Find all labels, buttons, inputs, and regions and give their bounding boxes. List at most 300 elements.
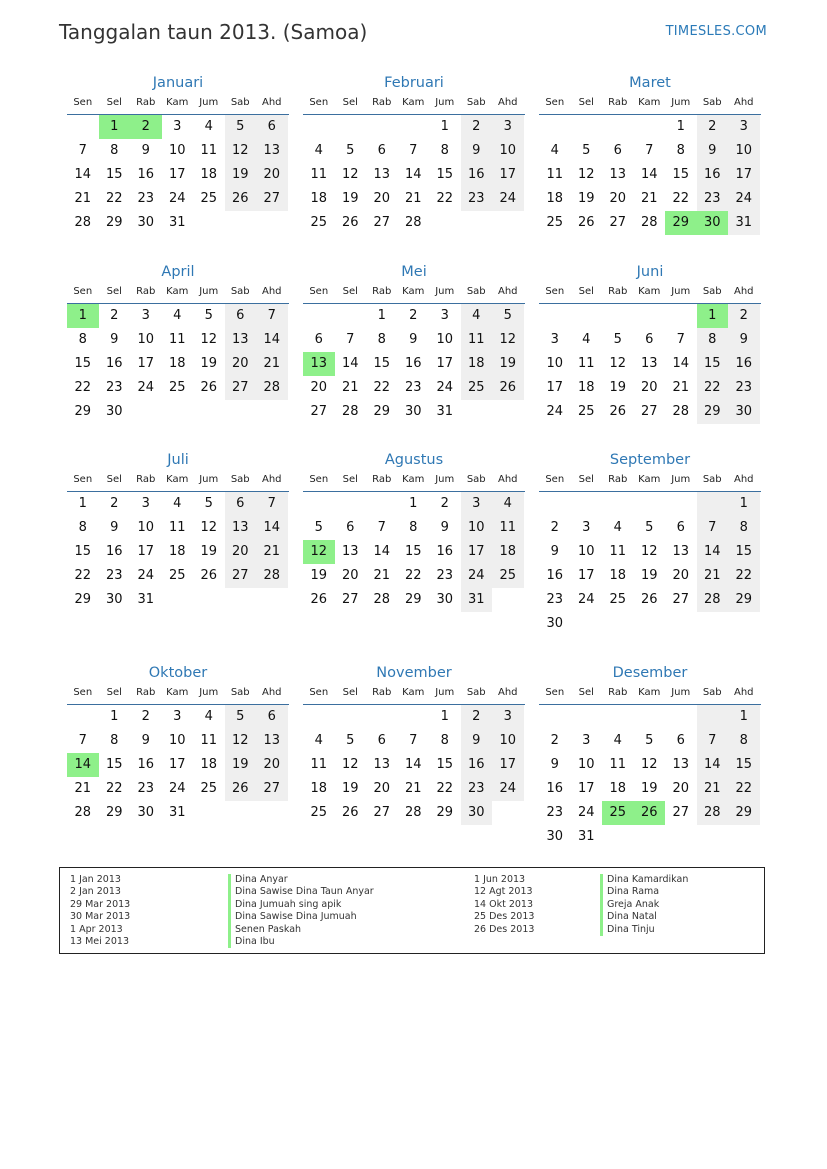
day-cell: 27 [672, 592, 690, 607]
day-cell: 17 [577, 568, 595, 583]
day-cell: 21 [697, 777, 729, 801]
day-cell: 14 [640, 167, 658, 182]
weekday-header [539, 684, 761, 705]
weekday-label: Sel [106, 687, 122, 698]
day-cell: 26 [492, 376, 524, 400]
day-cell: 14 [67, 753, 99, 777]
empty-cell [571, 115, 603, 139]
day-cell: 11 [200, 143, 218, 158]
weekday-label: Kam [638, 286, 661, 297]
day-cell: 15 [74, 356, 92, 371]
day-cell: 18 [168, 356, 186, 371]
day-cell: 22 [436, 781, 454, 796]
day-cell: 24 [461, 564, 493, 588]
legend-left-names [228, 874, 374, 948]
day-cell: 8 [110, 733, 119, 748]
day-cell: 6 [676, 733, 685, 748]
day-cell: 4 [613, 520, 622, 535]
day-cell: 4 [204, 709, 213, 724]
day-cell: 20 [256, 753, 288, 777]
weekday-header [67, 684, 289, 705]
day-cell: 19 [492, 352, 524, 376]
day-cell: 13 [341, 544, 359, 559]
day-cell: 29 [404, 592, 422, 607]
empty-cell [634, 304, 666, 328]
day-cell: 4 [314, 733, 323, 748]
day-cell: 5 [346, 143, 355, 158]
day-cell: 29 [74, 404, 92, 419]
day-cell: 16 [697, 163, 729, 187]
day-cell: 20 [672, 781, 690, 796]
empty-cell [697, 825, 729, 849]
weekday-label: Ahd [497, 474, 518, 485]
day-cell: 11 [461, 328, 493, 352]
weekday-label: Sab [466, 474, 486, 485]
empty-cell [366, 492, 398, 516]
weekday-label: Sab [466, 286, 486, 297]
empty-cell [193, 211, 225, 235]
empty-cell [461, 211, 493, 235]
day-cell: 15 [697, 352, 729, 376]
day-cell: 11 [168, 332, 186, 347]
day-cell: 31 [436, 404, 454, 419]
day-cell: 21 [74, 781, 92, 796]
legend-name: Dina Rama [600, 886, 688, 898]
day-cell: 25 [461, 376, 493, 400]
day-cell: 3 [440, 308, 449, 323]
day-cell: 16 [461, 163, 493, 187]
weekday-label: Jum [671, 474, 691, 485]
day-cell: 24 [436, 380, 454, 395]
day-cell: 24 [577, 592, 595, 607]
weekday-label: Kam [402, 286, 425, 297]
weekday-label: Sab [230, 286, 250, 297]
empty-cell [602, 115, 634, 139]
day-cell: 6 [314, 332, 323, 347]
day-cell: 8 [676, 143, 685, 158]
day-cell: 18 [168, 544, 186, 559]
day-cell: 3 [173, 119, 182, 134]
empty-cell [697, 612, 729, 636]
empty-cell [429, 211, 461, 235]
day-cell: 30 [728, 400, 760, 424]
day-cell: 17 [436, 356, 454, 371]
day-cell: 23 [404, 380, 422, 395]
weekday-label: Sen [73, 97, 93, 108]
empty-cell [366, 705, 398, 729]
day-cell: 20 [373, 191, 391, 206]
day-cell: 9 [550, 544, 559, 559]
day-cell: 5 [225, 115, 257, 139]
empty-cell [67, 115, 99, 139]
day-cell: 27 [373, 215, 391, 230]
day-cell: 6 [225, 492, 257, 516]
day-cell: 16 [728, 352, 760, 376]
day-cell: 4 [582, 332, 591, 347]
day-cell: 1 [440, 119, 449, 134]
day-cell: 16 [404, 356, 422, 371]
day-cell: 24 [137, 380, 155, 395]
weekday-label: Ahd [261, 474, 282, 485]
month-name: April [161, 264, 195, 280]
day-cell: 26 [640, 592, 658, 607]
day-cell: 4 [314, 143, 323, 158]
empty-cell [665, 825, 697, 849]
weekday-label: Sen [545, 687, 565, 698]
day-cell: 3 [141, 308, 150, 323]
day-cell: 17 [728, 163, 760, 187]
empty-cell [461, 400, 493, 424]
day-cell: 29 [74, 592, 92, 607]
day-grid [539, 115, 761, 235]
empty-cell [162, 400, 194, 424]
day-cell: 17 [137, 356, 155, 371]
weekday-label: Jum [671, 687, 691, 698]
day-cell: 8 [110, 143, 119, 158]
empty-cell [665, 492, 697, 516]
weekday-label: Sab [702, 474, 722, 485]
day-cell: 11 [310, 757, 328, 772]
day-cell: 13 [256, 729, 288, 753]
legend-name: Dina Natal [600, 911, 688, 923]
day-cell: 20 [225, 540, 257, 564]
day-cell: 20 [310, 380, 328, 395]
weekday-label: Kam [166, 474, 189, 485]
weekday-label: Sab [466, 97, 486, 108]
day-cell: 20 [609, 191, 627, 206]
day-cell: 1 [409, 496, 418, 511]
day-cell: 6 [676, 520, 685, 535]
empty-cell [193, 400, 225, 424]
day-cell: 14 [697, 540, 729, 564]
day-grid [539, 705, 761, 849]
weekday-label: Sel [106, 97, 122, 108]
day-cell: 23 [697, 187, 729, 211]
day-cell: 24 [577, 805, 595, 820]
day-grid [539, 304, 761, 424]
day-cell: 14 [256, 328, 288, 352]
day-cell: 1 [99, 115, 131, 139]
day-cell: 6 [377, 143, 386, 158]
empty-cell [634, 705, 666, 729]
day-cell: 10 [137, 520, 155, 535]
day-cell: 7 [676, 332, 685, 347]
day-cell: 22 [404, 568, 422, 583]
day-cell: 6 [256, 115, 288, 139]
weekday-label: Ahd [733, 687, 754, 698]
day-cell: 14 [256, 516, 288, 540]
day-cell: 21 [341, 380, 359, 395]
day-cell: 13 [672, 544, 690, 559]
month-name: Agustus [384, 452, 444, 468]
day-cell: 30 [546, 829, 564, 844]
empty-cell [571, 612, 603, 636]
day-cell: 23 [105, 568, 123, 583]
weekday-label: Jum [671, 97, 691, 108]
day-cell: 11 [609, 544, 627, 559]
day-cell: 10 [137, 332, 155, 347]
day-cell: 17 [492, 753, 524, 777]
day-cell: 5 [204, 496, 213, 511]
day-cell: 29 [665, 211, 697, 235]
day-cell: 10 [546, 356, 564, 371]
day-cell: 7 [256, 304, 288, 328]
day-cell: 3 [550, 332, 559, 347]
day-cell: 2 [461, 705, 493, 729]
day-cell: 11 [200, 733, 218, 748]
day-cell: 14 [74, 167, 92, 182]
day-cell: 21 [256, 352, 288, 376]
day-cell: 26 [634, 801, 666, 825]
day-cell: 7 [377, 520, 386, 535]
day-cell: 26 [577, 215, 595, 230]
day-cell: 9 [141, 733, 150, 748]
day-cell: 7 [697, 516, 729, 540]
weekday-label: Rab [372, 687, 392, 698]
weekday-label: Sel [106, 286, 122, 297]
day-cell: 15 [105, 757, 123, 772]
empty-cell [303, 705, 335, 729]
day-cell: 16 [546, 781, 564, 796]
day-cell: 11 [310, 167, 328, 182]
weekday-label: Sab [702, 687, 722, 698]
empty-cell [697, 705, 729, 729]
day-cell: 8 [78, 520, 87, 535]
day-cell: 4 [613, 733, 622, 748]
day-cell: 12 [640, 757, 658, 772]
day-cell: 18 [577, 380, 595, 395]
weekday-header [67, 471, 289, 492]
day-cell: 10 [728, 139, 760, 163]
day-cell: 2 [110, 308, 119, 323]
day-cell: 12 [200, 332, 218, 347]
day-cell: 13 [225, 516, 257, 540]
legend-date: 14 Okt 2013 [474, 898, 534, 910]
weekday-label: Sel [578, 474, 594, 485]
day-cell: 12 [609, 356, 627, 371]
day-cell: 23 [137, 191, 155, 206]
day-cell: 6 [346, 520, 355, 535]
legend-date: 26 Des 2013 [474, 923, 535, 935]
day-cell: 3 [582, 520, 591, 535]
weekday-label: Kam [638, 474, 661, 485]
legend-date: 2 Jan 2013 [70, 886, 121, 898]
day-cell: 6 [377, 733, 386, 748]
day-cell: 17 [492, 163, 524, 187]
day-cell: 25 [168, 380, 186, 395]
day-cell: 24 [492, 187, 524, 211]
weekday-label: Rab [372, 97, 392, 108]
day-cell: 24 [137, 568, 155, 583]
month-november [303, 662, 525, 825]
day-cell: 9 [409, 332, 418, 347]
day-cell: 21 [373, 568, 391, 583]
weekday-label: Sel [342, 286, 358, 297]
day-cell: 21 [404, 781, 422, 796]
day-cell: 5 [492, 304, 524, 328]
weekday-label: Kam [402, 687, 425, 698]
weekday-label: Ahd [497, 687, 518, 698]
weekday-label: Sen [73, 474, 93, 485]
day-cell: 15 [436, 167, 454, 182]
day-cell: 19 [200, 356, 218, 371]
day-cell: 19 [225, 753, 257, 777]
day-cell: 27 [341, 592, 359, 607]
day-cell: 12 [341, 167, 359, 182]
day-cell: 17 [546, 380, 564, 395]
day-cell: 28 [373, 592, 391, 607]
day-cell: 13 [672, 757, 690, 772]
month-name: Juni [636, 264, 664, 280]
day-cell: 10 [577, 544, 595, 559]
empty-cell [492, 211, 524, 235]
day-cell: 25 [200, 191, 218, 206]
brand-link[interactable]: TIMESLES.COM [665, 24, 767, 39]
day-cell: 6 [613, 143, 622, 158]
empty-cell [634, 825, 666, 849]
day-cell: 29 [728, 801, 760, 825]
weekday-label: Kam [638, 687, 661, 698]
empty-cell [303, 115, 335, 139]
legend-date: 12 Agt 2013 [474, 886, 533, 898]
day-cell: 16 [137, 757, 155, 772]
empty-cell [539, 304, 571, 328]
empty-cell [492, 588, 524, 612]
weekday-label: Kam [402, 474, 425, 485]
legend-date: 1 Jun 2013 [474, 874, 526, 885]
day-cell: 7 [409, 733, 418, 748]
day-cell: 4 [173, 496, 182, 511]
empty-cell [634, 612, 666, 636]
day-cell: 21 [404, 191, 422, 206]
day-cell: 20 [256, 163, 288, 187]
legend-name: Dina Sawise Dina Jumuah [228, 911, 374, 923]
month-september [539, 449, 761, 636]
weekday-label: Jum [671, 286, 691, 297]
day-cell: 28 [74, 215, 92, 230]
day-cell: 27 [225, 564, 257, 588]
day-cell: 27 [609, 215, 627, 230]
legend-right-names [600, 874, 688, 936]
empty-cell [225, 211, 257, 235]
day-cell: 18 [200, 167, 218, 182]
day-cell: 31 [728, 211, 760, 235]
empty-cell [366, 115, 398, 139]
day-cell: 7 [645, 143, 654, 158]
day-cell: 7 [78, 733, 87, 748]
day-cell: 17 [168, 757, 186, 772]
weekday-label: Sen [309, 97, 329, 108]
empty-cell [256, 211, 288, 235]
empty-cell [225, 801, 257, 825]
day-grid [67, 492, 289, 612]
day-cell: 14 [404, 757, 422, 772]
day-cell: 21 [640, 191, 658, 206]
weekday-label: Sen [309, 474, 329, 485]
day-cell: 22 [697, 376, 729, 400]
empty-cell [634, 492, 666, 516]
day-cell: 3 [461, 492, 493, 516]
weekday-label: Rab [136, 474, 156, 485]
weekday-label: Sab [702, 286, 722, 297]
empty-cell [335, 115, 367, 139]
day-cell: 9 [110, 332, 119, 347]
day-cell: 2 [440, 496, 449, 511]
weekday-label: Sel [578, 97, 594, 108]
legend-date: 30 Mar 2013 [70, 911, 131, 923]
day-cell: 11 [577, 356, 595, 371]
day-cell: 14 [404, 167, 422, 182]
weekday-label: Kam [402, 97, 425, 108]
day-cell: 7 [346, 332, 355, 347]
weekday-label: Sel [342, 474, 358, 485]
weekday-label: Ahd [733, 286, 754, 297]
day-cell: 1 [697, 304, 729, 328]
day-cell: 17 [137, 544, 155, 559]
day-cell: 7 [78, 143, 87, 158]
day-cell: 1 [110, 709, 119, 724]
empty-cell [571, 705, 603, 729]
day-cell: 31 [461, 588, 493, 612]
day-cell: 23 [105, 380, 123, 395]
day-cell: 17 [577, 781, 595, 796]
day-cell: 2 [550, 520, 559, 535]
day-cell: 16 [137, 167, 155, 182]
weekday-label: Jum [199, 474, 219, 485]
month-name: Maret [629, 75, 671, 91]
day-cell: 18 [310, 781, 328, 796]
day-cell: 13 [303, 352, 335, 376]
day-cell: 22 [105, 781, 123, 796]
empty-cell [665, 705, 697, 729]
day-cell: 28 [256, 564, 288, 588]
day-cell: 25 [577, 404, 595, 419]
day-cell: 10 [168, 733, 186, 748]
month-name: Mei [401, 264, 427, 280]
weekday-label: Ahd [261, 286, 282, 297]
empty-cell [162, 588, 194, 612]
month-juli [67, 449, 289, 612]
weekday-label: Ahd [497, 97, 518, 108]
day-cell: 22 [105, 191, 123, 206]
day-cell: 8 [728, 516, 760, 540]
day-cell: 12 [200, 520, 218, 535]
day-cell: 21 [74, 191, 92, 206]
weekday-label: Sab [230, 474, 250, 485]
day-cell: 13 [373, 167, 391, 182]
legend-name: Dina Anyar [228, 874, 374, 886]
empty-cell [728, 612, 760, 636]
weekday-header [303, 94, 525, 115]
month-maret [539, 72, 761, 235]
day-cell: 15 [672, 167, 690, 182]
legend-date: 1 Jan 2013 [70, 874, 121, 885]
day-cell: 22 [728, 564, 760, 588]
day-cell: 1 [728, 492, 760, 516]
day-cell: 15 [728, 540, 760, 564]
day-cell: 10 [577, 757, 595, 772]
legend-name: Dina Ibu [228, 936, 374, 948]
day-grid [67, 304, 289, 424]
day-cell: 12 [492, 328, 524, 352]
weekday-header [539, 94, 761, 115]
day-grid [303, 492, 525, 612]
day-cell: 20 [341, 568, 359, 583]
empty-cell [130, 400, 162, 424]
day-cell: 21 [697, 564, 729, 588]
day-cell: 28 [640, 215, 658, 230]
day-cell: 9 [461, 139, 493, 163]
